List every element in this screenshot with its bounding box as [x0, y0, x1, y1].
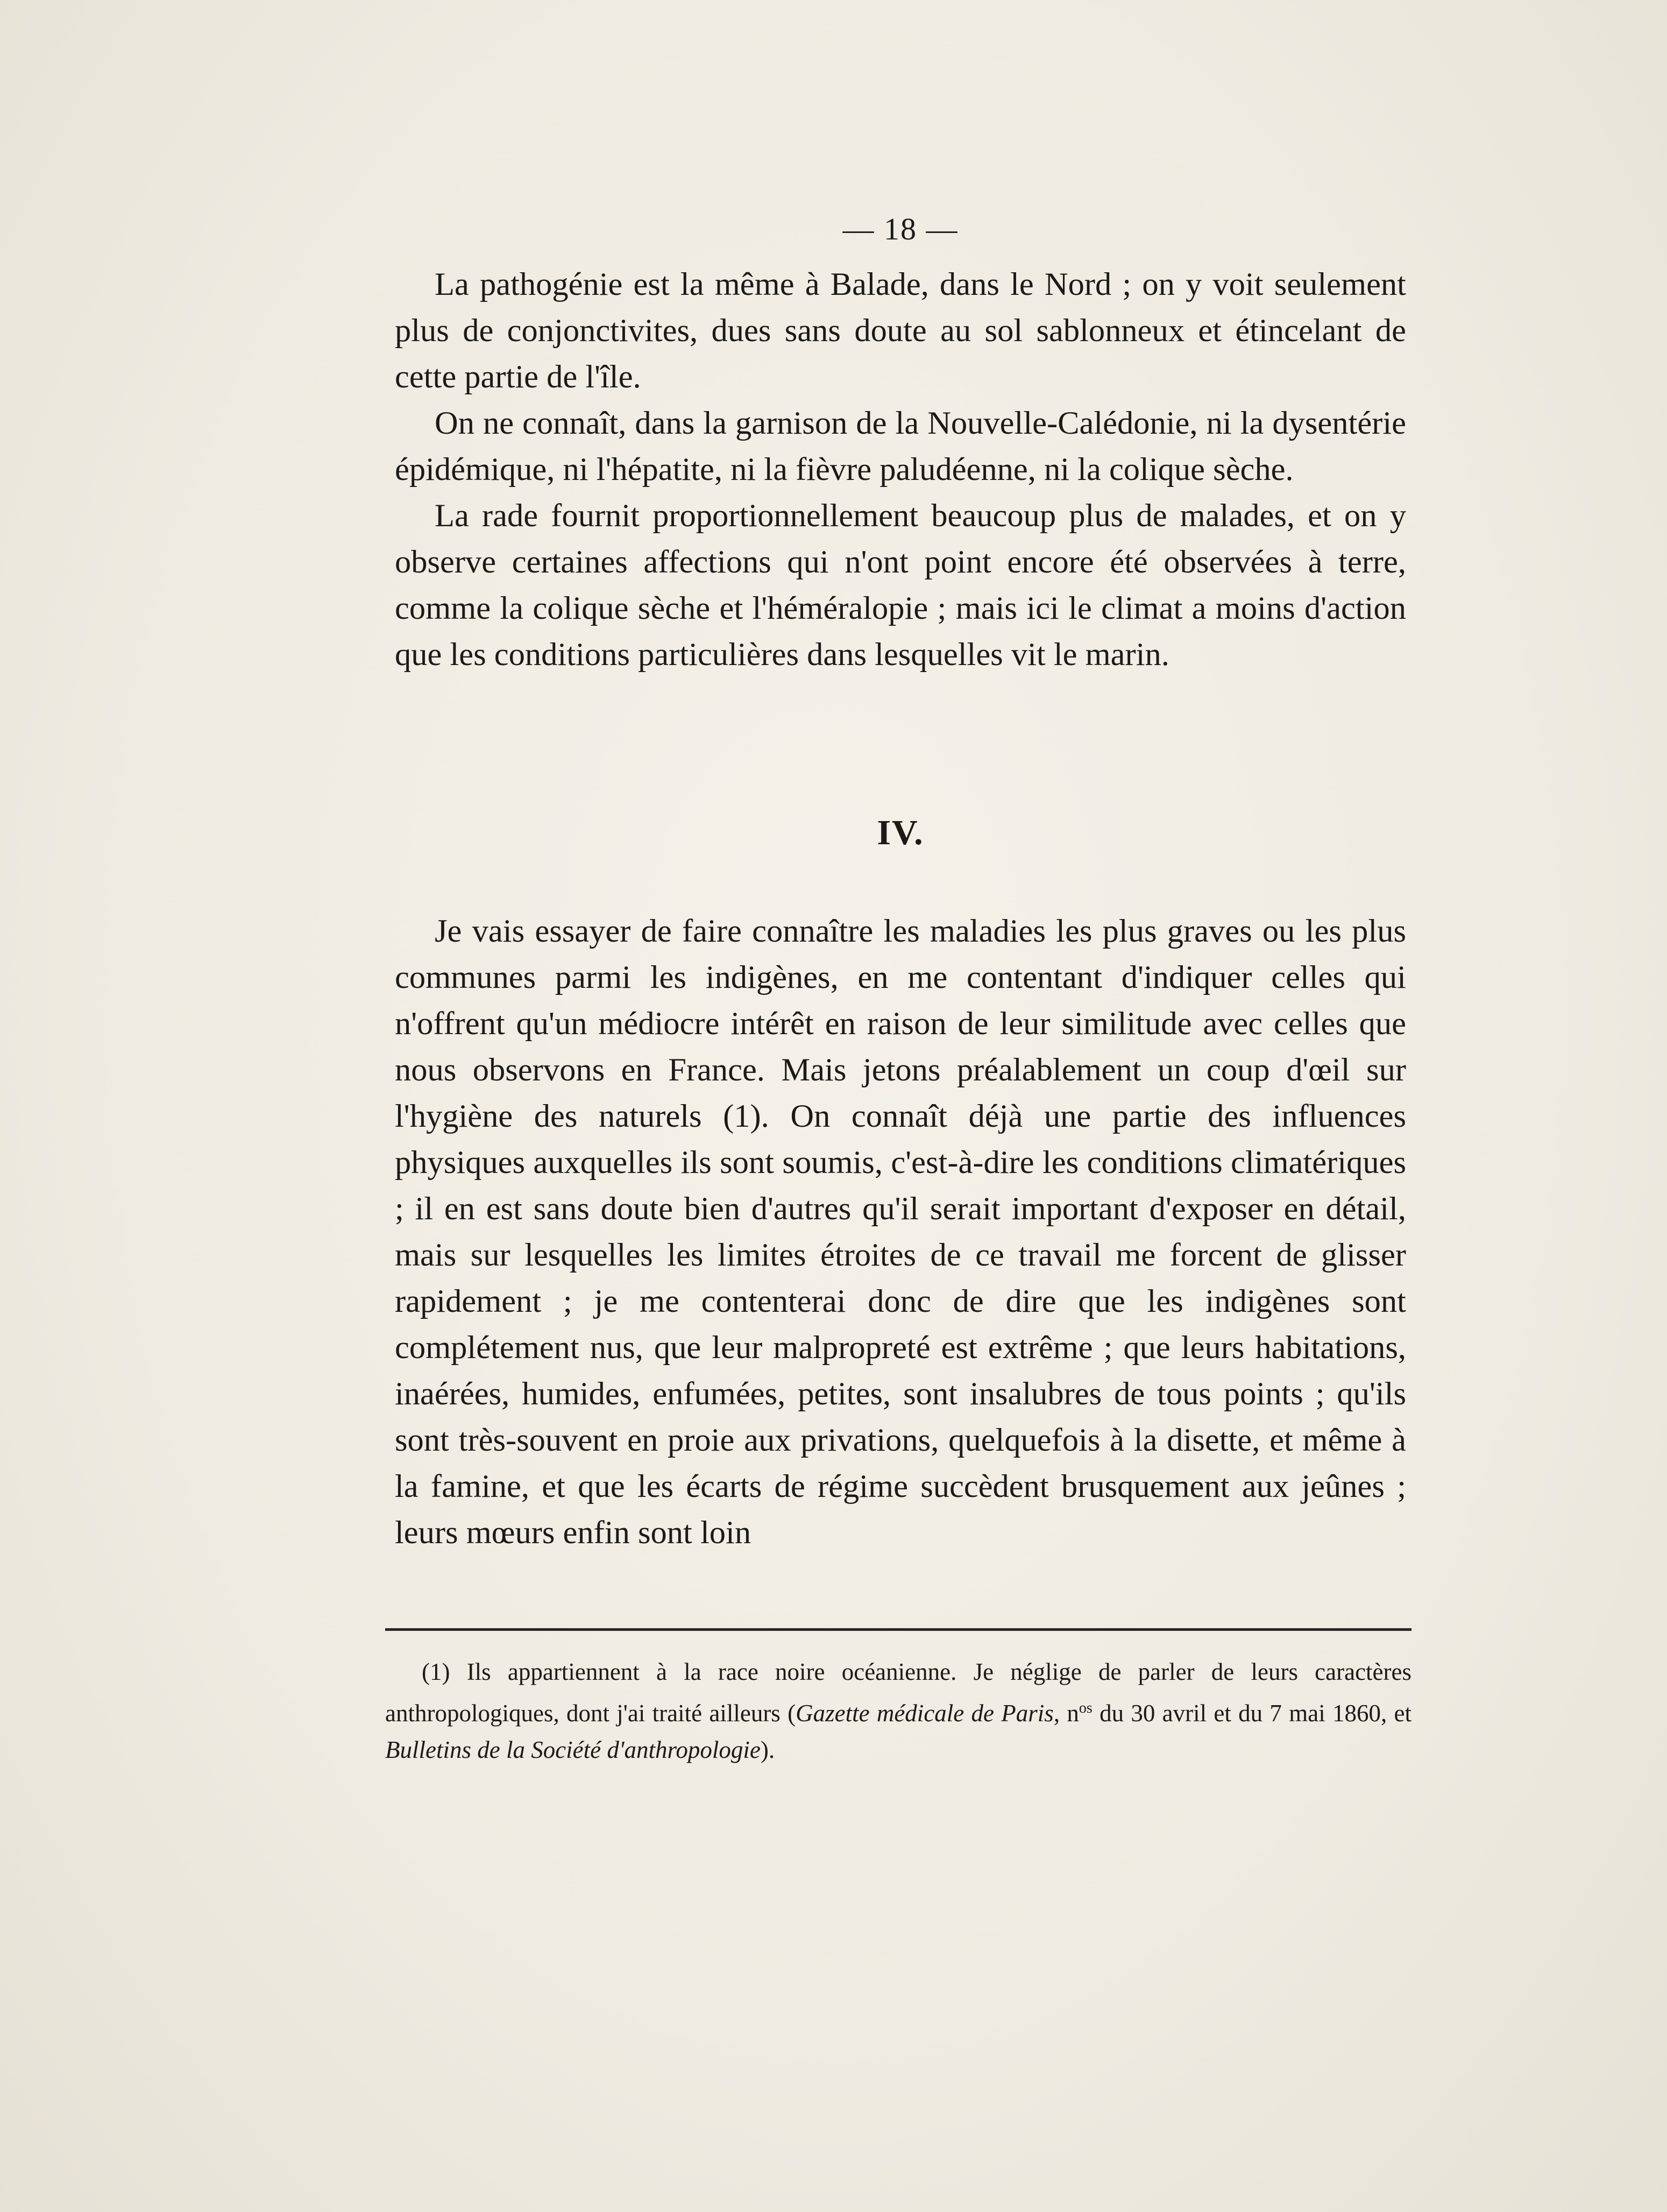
section-heading: IV.: [877, 813, 924, 852]
footnote-text-c: du 30 avril et du 7 mai 1860, et: [1092, 1700, 1411, 1727]
footnote-text-d: ).: [760, 1736, 775, 1763]
body-text-top: [395, 262, 1406, 678]
footnote-text-b: , n: [1053, 1700, 1079, 1727]
paragraph-rade: La rade fournit proportionnellement beaucoup plus de malades, et on y observe certaines affections qui n'ont point encore été observées à terre, comme la colique sèche et l'héméralopie ; mais ici le climat a moins d'action que les conditions particulières dans lesquelles vit le marin.: [395, 498, 1406, 673]
paragraph-maladies: Je vais essayer de faire connaître les maladies les plus graves ou les plus communes parmi les indigènes, en me contentant d'indiquer celles qui n'offrent qu'un médiocre intérêt en raison de leur similitude avec celles que nous observons en France. Mais jetons préalablement un coup d'œil sur l'hygiène des naturels (1). On connaît déjà une partie des influences physiques auxquelles ils sont soumis, c'est-à-dire les conditions climatériques ; il en est sans doute bien d'autres qu'il serait important d'exposer en détail, mais sur lesquelles les limites étroites de ce travail me forcent de glisser rapidement ; je me contenterai donc de dire que les indigènes sont complétement nus, que leur malpropreté est extrême ; que leurs habitations, inaérées, humides, enfumées, petites, sont insalubres de tous points ; qu'ils sont très-souvent en proie aux privations, quelquefois à la disette, et même à la famine, et que les écarts de régime succèdent brusquement aux jeûnes ; leurs mœurs enfin sont loin: [395, 913, 1406, 1551]
footnote-italic-bulletins: Bulletins de la Société d'anthropologie: [385, 1736, 761, 1763]
footnote-italic-gazette: Gazette médicale de Paris: [796, 1700, 1054, 1727]
page-number: — 18 —: [842, 211, 959, 246]
body-text-section: [395, 908, 1406, 1556]
footnote-separator: [385, 1628, 1411, 1631]
footnote: [385, 1653, 1411, 1768]
paragraph-pathogenie: La pathogénie est la même à Balade, dans le Nord ; on y voit seulement plus de conjonctivites, dues sans doute au sol sablonneux et étincelant de cette partie de l'île.: [395, 266, 1406, 395]
footnote-superscript: os: [1079, 1700, 1093, 1716]
paragraph-garnison: On ne connaît, dans la garnison de la Nouvelle-Calédonie, ni la dysentérie épidémique, ni l'hépatite, ni la fièvre paludéenne, ni la colique sèche.: [395, 405, 1406, 487]
footnote-text-a: (1) Ils appartiennent à la race noire océanienne. Je néglige de parler de leurs caractères anthropologiques, dont j'ai traité ailleurs (: [385, 1658, 1411, 1727]
